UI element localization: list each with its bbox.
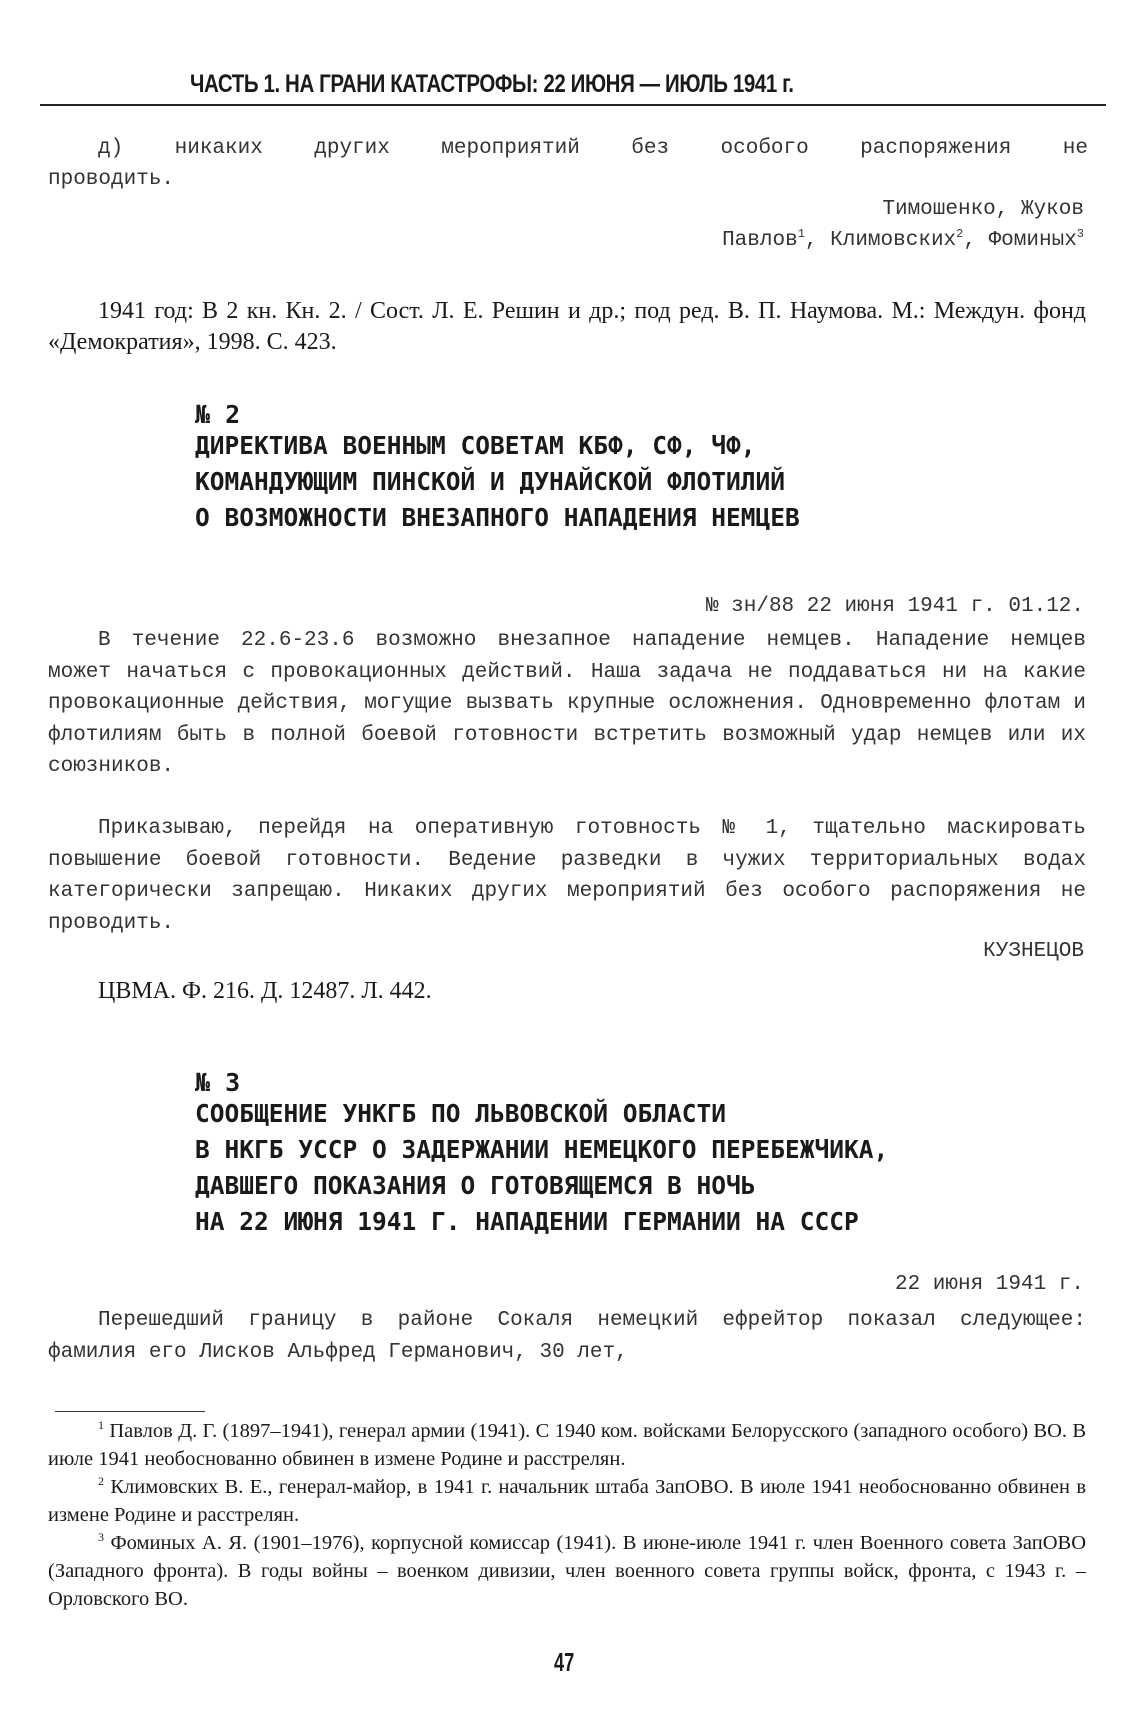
doc2-title-line: О ВОЗМОЖНОСТИ ВНЕЗАПНОГО НАПАДЕНИЯ НЕМЦЕВ xyxy=(195,503,800,532)
footnote-rule xyxy=(55,1411,205,1412)
doc1-closing-line-1: д) никаких других мероприятий без особого распоряжения не xyxy=(98,137,1088,160)
doc2-title-line: ДИРЕКТИВА ВОЕННЫМ СОВЕТАМ КБФ, СФ, ЧФ, xyxy=(195,431,756,460)
signer-klimovskikh: Климовских xyxy=(830,229,957,252)
footnote-ref-1: 1 xyxy=(797,227,805,241)
doc3-title-line: СООБЩЕНИЕ УНКГБ ПО ЛЬВОВСКОЙ ОБЛАСТИ xyxy=(195,1099,727,1128)
signer-fominykh: Фоминых xyxy=(988,229,1077,252)
footnote-ref-3: 3 xyxy=(1076,227,1084,241)
footnote-1 xyxy=(48,1417,1086,1473)
header-rule xyxy=(40,104,1106,106)
doc2-source: ЦВМА. Ф. 216. Д. 12487. Л. 442. xyxy=(98,978,432,1004)
doc1-signers-line-1: Тимошенко, Жуков xyxy=(882,198,1084,221)
footnote-2 xyxy=(48,1473,1086,1529)
doc1-source: 1941 год: В 2 кн. Кн. 2. / Сост. Л. Е. Решин и др.; под ред. В. П. Наумова. М.: Междун. фонд «Демократия», 1998. С. 423. xyxy=(48,298,1086,355)
doc3-title-line: НА 22 ИЮНЯ 1941 Г. НАПАДЕНИИ ГЕРМАНИИ НА СССР xyxy=(195,1207,859,1236)
footnote-ref-2: 2 xyxy=(956,227,964,241)
footnote-text: Климовских В. Е., генерал-майор, в 1941 г. начальник штаба ЗапОВО. В июле 1941 необоснованно обвинен в измене Родине и расстрелян. xyxy=(48,1476,1086,1526)
doc2-title-line: КОМАНДУЮЩИМ ПИНСКОЙ И ДУНАЙСКОЙ ФЛОТИЛИЙ xyxy=(195,467,786,496)
doc3-title-line: ДАВШЕГО ПОКАЗАНИЯ О ГОТОВЯЩЕМСЯ В НОЧЬ xyxy=(195,1171,756,1200)
footnote-text: Павлов Д. Г. (1897–1941), генерал армии (1941). С 1940 ком. войсками Белорусского (западного особого) ВО. В июле 1941 необоснованно обвинен в измене Родине и расстрелян. xyxy=(48,1420,1086,1470)
doc2-signer: КУЗНЕЦОВ xyxy=(983,940,1084,963)
doc2-paragraph-2: Приказываю, перейдя на оперативную готовность № 1, тщательно маскировать повышение боевой готовности. Ведение разведки в чужих территориальных водах категорически запрещаю. Никаких других мероприятий без особого распоряжения не проводить. xyxy=(48,817,1086,935)
running-head: ЧАСТЬ 1. НА ГРАНИ КАТАСТРОФЫ: 22 ИЮНЯ — ИЮЛЬ 1941 г. xyxy=(190,70,794,98)
footnote-number: 2 xyxy=(98,1474,104,1489)
doc3-title xyxy=(195,1096,888,1240)
doc2-paragraph-1: В течение 22.6-23.6 возможно внезапное нападение немцев. Нападение немцев может начаться с провокационных действий. Наша задача не поддаваться ни на какие провокационные действия, могущие вызвать крупные осложнения. Одновременно флотам и флотилиям быть в полной боевой готовности встретить возможный удар немцев или их союзников. xyxy=(48,629,1086,778)
page-number: 47 xyxy=(554,1647,575,1677)
footnote-3 xyxy=(48,1529,1086,1613)
doc2-number: № 2 xyxy=(195,400,241,429)
signer-pavlov: Павлов xyxy=(722,229,798,252)
doc1-closing-line-2: проводить. xyxy=(48,168,175,191)
doc3-number: № 3 xyxy=(195,1068,241,1097)
doc2-title xyxy=(195,428,800,536)
footnote-number: 3 xyxy=(98,1530,104,1545)
doc1-signers-line-2: Павлов$^1$, Климовских$^2$, Фоминых$^3$ xyxy=(722,227,1084,252)
doc3-paragraph-1: Перешедший границу в районе Сокаля немецкий ефрейтор показал следующее: фамилия его Лисков Альфред Германович, 30 лет, xyxy=(48,1309,1086,1364)
footnote-number: 1 xyxy=(98,1418,104,1433)
doc2-reference: № зн/88 22 июня 1941 г. 01.12. xyxy=(705,595,1084,618)
doc3-date: 22 июня 1941 г. xyxy=(894,1273,1084,1296)
footnote-text: Фоминых А. Я. (1901–1976), корпусной комиссар (1941). В июне-июле 1941 г. член Военного совета ЗапОВО (Западного фронта). В годы войны – военком дивизии, член военного совета группы войск, фронта, с 1943 г. – Орловского ВО. xyxy=(48,1532,1087,1610)
doc3-title-line: В НКГБ УССР О ЗАДЕРЖАНИИ НЕМЕЦКОГО ПЕРЕБЕЖЧИКА, xyxy=(195,1135,889,1164)
